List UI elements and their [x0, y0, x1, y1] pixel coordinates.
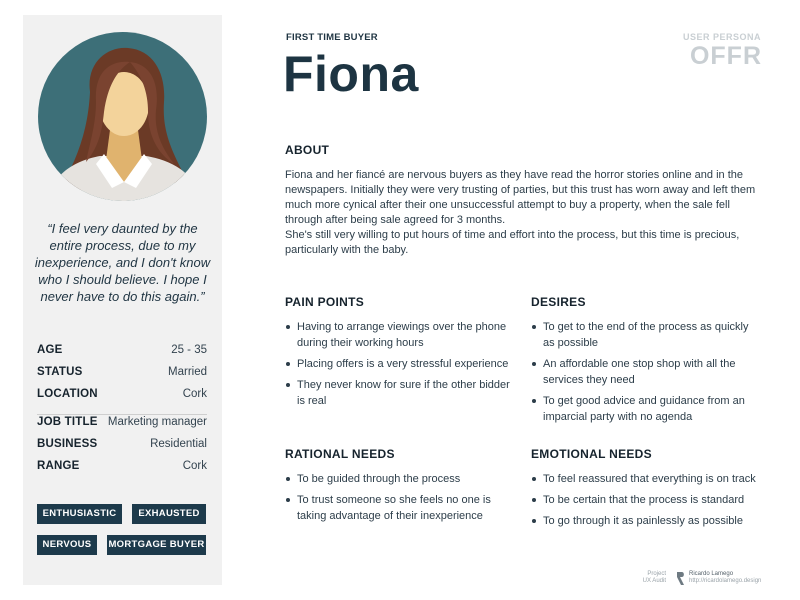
- stat-label: BUSINESS: [37, 438, 98, 450]
- project-name: UX Audit: [642, 578, 666, 584]
- author-info: [689, 571, 761, 585]
- persona-code: OFFR: [689, 42, 762, 70]
- pain-points-title: PAIN POINTS: [285, 295, 365, 309]
- stat-label: AGE: [37, 344, 63, 356]
- about-paragraph: She's still very willing to put hours of time and effort into the process, but this time is precious, particularly with the baby.: [285, 229, 740, 256]
- stat-value: Cork: [182, 388, 207, 400]
- stat-value: Marketing manager: [107, 416, 207, 428]
- list-item: To trust someone so she feels no one is taking advantage of their inexperience: [285, 492, 515, 524]
- tag-exhausted: EXHAUSTED: [132, 504, 206, 524]
- persona-sidebar: [23, 15, 222, 585]
- project-label: Project: [647, 571, 666, 577]
- desires-title: DESIRES: [531, 295, 586, 309]
- stat-range: [37, 460, 207, 482]
- author-name: Ricardo Lamego: [689, 571, 734, 577]
- list-item: To get to the end of the process as quickly as possible: [531, 319, 763, 351]
- demographics-group: [37, 344, 207, 410]
- stat-label: LOCATION: [37, 388, 98, 400]
- tag-enthusiastic: ENTHUSIASTIC: [37, 504, 122, 524]
- stat-value: Cork: [182, 460, 207, 472]
- desires-list: [531, 319, 763, 430]
- work-group: [37, 416, 207, 482]
- author-logo-icon: [677, 572, 685, 585]
- stat-label: RANGE: [37, 460, 80, 472]
- list-item: Having to arrange viewings over the phone during their working hours: [285, 319, 515, 351]
- stat-age: [37, 344, 207, 366]
- list-item: To be certain that the process is standard: [531, 492, 771, 508]
- stat-business: [37, 438, 207, 460]
- list-item: To feel reassured that everything is on track: [531, 471, 771, 487]
- user-persona-label: USER PERSONA: [682, 32, 761, 42]
- list-item: They never know for sure if the other bidder is real: [285, 377, 515, 409]
- tag-mortgage-buyer: MORTGAGE BUYER: [107, 535, 206, 555]
- emotional-needs-list: [531, 471, 771, 534]
- about-title: ABOUT: [285, 143, 330, 157]
- stat-location: [37, 388, 207, 410]
- stat-label: STATUS: [37, 366, 83, 378]
- persona-name: Fiona: [283, 46, 419, 102]
- list-item: To go through it as painlessly as possible: [531, 513, 771, 529]
- persona-quote: “I feel very daunted by the entire process, due to my inexperience, and I don't know who I should believe. I hope I never have to do this again.”: [34, 221, 211, 304]
- emotional-needs-title: EMOTIONAL NEEDS: [531, 447, 652, 461]
- author-url[interactable]: http://ricardolamego.design: [689, 578, 762, 584]
- stat-label: JOB TITLE: [37, 416, 98, 428]
- about-text: [285, 168, 765, 258]
- stat-status: [37, 366, 207, 388]
- footer: [630, 571, 770, 591]
- project-info: [630, 571, 666, 585]
- list-item: An affordable one stop shop with all the services they need: [531, 356, 763, 388]
- woman-avatar-icon: [38, 32, 207, 201]
- stat-value: Residential: [150, 438, 207, 450]
- list-item: Placing offers is a very stressful experience: [285, 356, 515, 372]
- rational-needs-title: RATIONAL NEEDS: [285, 447, 395, 461]
- list-item: To be guided through the process: [285, 471, 515, 487]
- persona-segment: FIRST TIME BUYER: [286, 32, 378, 43]
- stats-divider: [37, 414, 207, 415]
- rational-needs-list: [285, 471, 515, 529]
- pain-points-list: [285, 319, 515, 414]
- stat-value: 25 - 35: [171, 344, 207, 356]
- stat-job-title: [37, 416, 207, 438]
- list-item: To get good advice and guidance from an imparcial party with no agenda: [531, 393, 763, 425]
- stat-value: Married: [168, 366, 207, 378]
- tag-nervous: NERVOUS: [37, 535, 97, 555]
- about-paragraph: Fiona and her fiancé are nervous buyers as they have read the horror stories online and in the newspapers. Initially they were very trusting of parties, but this trust has worn away and left them much more cynical after their one unsuccessful attempt to buy a property, when the sale fell through after being sale agreed for 3 months.: [285, 169, 756, 226]
- persona-avatar: [38, 32, 207, 201]
